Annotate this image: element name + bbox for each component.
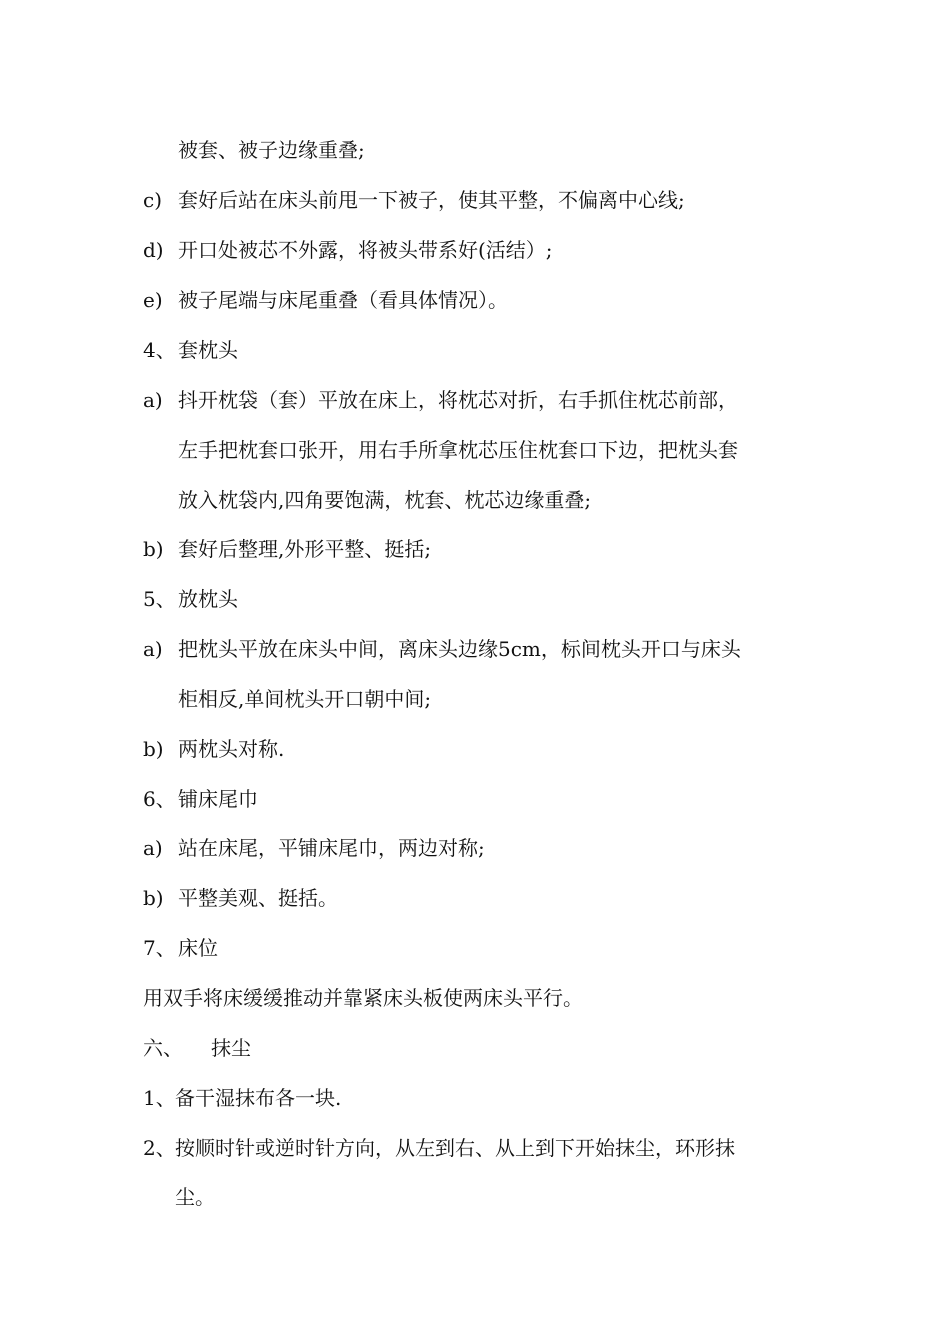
list-marker: c)	[143, 188, 163, 212]
section-number: 6、	[143, 787, 176, 811]
list-marker: a)	[143, 836, 163, 860]
section-number: 4、	[143, 338, 176, 362]
list-marker: b)	[143, 886, 164, 910]
line-text: 开口处被芯不外露，将被头带系好(活结）;	[178, 238, 553, 262]
item-number: 2、	[143, 1136, 176, 1160]
line-text: 被套、被子边缘重叠;	[178, 138, 365, 162]
section-title: 铺床尾巾	[178, 787, 258, 811]
line-text: 柜相反,单间枕头开口朝中间;	[178, 687, 432, 711]
line-text: 放入枕袋内,四角要饱满，枕套、枕芯边缘重叠;	[178, 488, 592, 512]
section-title: 套枕头	[178, 338, 238, 362]
list-marker: b)	[143, 737, 164, 761]
line-text: 站在床尾，平铺床尾巾，两边对称;	[178, 836, 485, 860]
line-text: 被子尾端与床尾重叠（看具体情况）。	[178, 288, 508, 312]
list-marker: a)	[143, 388, 163, 412]
section-number: 5、	[143, 587, 176, 611]
line-text: 套好后整理,外形平整、挺括;	[178, 537, 432, 561]
line-text: 用双手将床缓缓推动并靠紧床头板使两床头平行。	[143, 986, 583, 1010]
line-text: 备干湿抹布各一块.	[175, 1086, 342, 1110]
list-marker: a)	[143, 637, 163, 661]
line-text: 尘。	[175, 1185, 215, 1209]
line-text: 左手把枕套口张开，用右手所拿枕芯压住枕套口下边，把枕头套	[178, 438, 738, 462]
chapter-title: 抹尘	[211, 1036, 251, 1060]
list-marker: b)	[143, 537, 164, 561]
chapter-number: 六、	[143, 1036, 183, 1060]
section-title: 床位	[178, 936, 218, 960]
line-text: 两枕头对称.	[178, 737, 285, 761]
list-marker: d)	[143, 238, 164, 262]
section-number: 7、	[143, 936, 176, 960]
line-text: 平整美观、挺括。	[178, 886, 338, 910]
line-text: 套好后站在床头前甩一下被子，使其平整，不偏离中心线;	[178, 188, 685, 212]
line-text: 抖开枕袋（套）平放在床上，将枕芯对折，右手抓住枕芯前部，	[178, 388, 738, 412]
list-marker: e)	[143, 288, 163, 312]
line-text: 按顺时针或逆时针方向，从左到右、从上到下开始抹尘，环形抹	[175, 1136, 735, 1160]
item-number: 1、	[143, 1086, 176, 1110]
section-title: 放枕头	[178, 587, 238, 611]
line-text: 把枕头平放在床头中间，离床头边缘5cm，标间枕头开口与床头	[178, 637, 741, 661]
